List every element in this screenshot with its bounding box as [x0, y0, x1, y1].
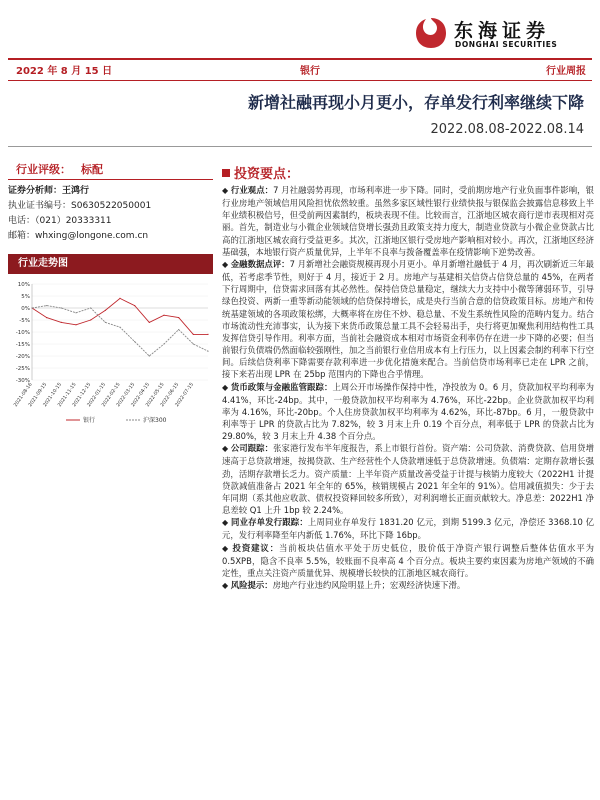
key-point-text: 7 月社融弱势再现，市场利率进一步下降。同时，受前期房地产行业负面事件影响，银行业房地产领域信用风险担忧依然较重。虽然多家区域性银行业绩快报与银保监会披露信息移致上半年业绩积极信号，但受前两因素制约，板块表现不佳。比较而言，江浙地区城农商行逆市表现相对亮丽。首先，制造业与小微企业领域信贷增长强劲且政策支持力度大，制造业贷款与小微企业贷款占比高的江浙地区城农商行受益更多。其次，江浙地区银行受房地产影响相对较小。再次，江浙地区经济基础强，本地银行资产质量优异，上半年不良率与拨备覆盖率在疫情影响下逆势改善。	[222, 185, 594, 257]
rating-label: 行业评级：	[16, 163, 71, 176]
key-point-text: 当前板块估值水平处于历史低位，股价低于净资产银行调整后整体估值水平为 0.5XPB，隐含不良率 5.5%，较账面不良率高 4 个百分点。板块主要约束因素为房地产领域的不确定性，重点关注资产质量优异、规模增长较快的江浙地区城农商行。	[222, 542, 595, 578]
data-point	[119, 327, 120, 328]
logo-english-text: DONGHAI SECURITIES	[455, 40, 558, 49]
x-tick-label: 2021-09-15	[28, 382, 49, 408]
y-tick-label: 0%	[21, 306, 30, 312]
industry-rating	[8, 160, 213, 180]
report-period: 2022.08.08-2022.08.14	[430, 122, 584, 137]
bullet-square-icon	[222, 169, 230, 177]
report-header	[8, 62, 592, 78]
key-point-text: 张家港行发布半年度报告，系上市银行首份。资产端：公司贷款、消费贷款、信用贷增速高于总贷款增速，按揭贷款、生产经营性个人贷款增速低于总贷款增速。负债端：定期存款增长强劲，活期存款增长乏力。资产质量：上半年资产质量改善受益于计提与核销力度较大（2022H1 计提贷款减值准备占 2021 年全年的 65%，核销规模占 2021 年全年的 91%）。信用减值损失：少于去年同期（系其他应收款、债权投资释回较多所致），对利润增长正面贡献较大。净息差：2022H1 净息差较 Q1 上升 1bp 较 2.24%。	[222, 443, 595, 516]
license-number: S0630522050001	[71, 201, 152, 211]
data-point	[75, 312, 76, 313]
report-date: 2022 年 8 月 15 日	[16, 66, 113, 77]
key-point-paragraph	[222, 184, 594, 258]
key-point-lead: 行业观点：	[230, 185, 274, 195]
report-industry: 银行	[300, 66, 320, 77]
data-point	[46, 305, 47, 306]
diamond-bullet-icon: ◆	[222, 259, 231, 269]
x-tick-label: 2022-05-15	[145, 382, 166, 408]
key-point-paragraph	[222, 258, 594, 381]
data-point	[31, 307, 32, 308]
key-point-lead: 投资建议：	[232, 542, 279, 553]
company-logo	[414, 14, 564, 54]
data-point	[134, 341, 135, 342]
diamond-bullet-icon: ◆	[222, 543, 233, 553]
license-label: 执业证书编号：	[8, 201, 72, 211]
data-point	[193, 334, 194, 335]
title-separator	[8, 146, 592, 147]
data-point	[207, 351, 208, 352]
header-bottom-rule	[8, 80, 592, 81]
legend-label: 银行	[83, 417, 96, 424]
data-point	[178, 317, 179, 318]
key-point-lead: 同业存单发行跟踪：	[231, 517, 308, 528]
phone-label: 电话：	[8, 216, 36, 226]
email-label: 邮箱：	[8, 231, 36, 241]
data-point	[90, 307, 91, 308]
key-point-text: 7 月新增社会融资规模再现小月更小。单月新增社融低于 4 月，再次刷新近三年最低，若考虑季节性，则好于 4 月，接近于 2 月。房地产与基建相关信贷占信贷总量的 45%，在两者下行周期中，信贷需求回落有其必然性。保持信贷总量稳定，继续大力支持中小微等薄弱环节，引导绿色投资、两新一重等新动能领域的信贷保持增长，成是央行当前合意的信贷政策目标。房地产和传统基建领域的各项政策松绑，大概率将在房住不炒、稳总量、不发生系统性风险的范畴内复力。结合市场流动性充沛事实，认为接下来货币政策总量工具不会轻易出手，央行将更加聚焦利用结构性工具发挥信贷引导作用。利率方面，当前社会融资成本相对市场资金利率仍存在进一步下降的必要；但当前银行负债端仍然面临较强刚性，加之当前银行业信用成本有上行压力，以上因素会制约利率下行空间。后续信贷利率下降需要存款利率进一步优化措施来配合。当前信贷市场利率已走在 LPR 之前，接下来若出现 LPR 在 25bp 范围内的下降也合乎情理。	[222, 258, 594, 380]
key-point-paragraph	[222, 381, 594, 443]
x-tick-label: 2022-02-15	[101, 382, 122, 408]
key-point-text: 上周同业存单发行 1831.20 亿元，到期 5199.3 亿元，净偿还 3368.10 亿元，发行利率降至年内新低 1.76%，环比下降 16bp。	[222, 517, 594, 541]
data-point	[149, 322, 150, 323]
diamond-bullet-icon: ◆	[222, 382, 231, 392]
phone-number: （021）20333311	[35, 216, 112, 226]
data-point	[61, 322, 62, 323]
analyst-name: 王鸿行	[62, 186, 90, 196]
data-point	[105, 322, 106, 323]
key-point-paragraph	[222, 579, 594, 592]
key-points-title: 投资要点：	[222, 163, 594, 182]
series-line	[32, 306, 208, 356]
y-tick-label: -30%	[15, 378, 30, 384]
data-point	[178, 329, 179, 330]
analyst-info	[8, 184, 213, 244]
diamond-bullet-icon: ◆	[222, 186, 231, 195]
x-tick-label: 2021-10-15	[42, 382, 63, 408]
y-tick-label: -10%	[15, 330, 30, 336]
industry-trend-chart	[8, 278, 213, 428]
key-point-lead: 风险提示：	[230, 580, 273, 590]
data-point	[105, 310, 106, 311]
key-point-paragraph	[222, 442, 594, 516]
key-point-text: 上周公开市场操作保持中性，净投放为 0。6 月，贷款加权平均利率为 4.41%，环比-24bp。其中，一般贷款加权平均利率为 4.76%，环比-22bp。企业贷款加权平均利率为 4.16%，环比-20bp。个人住房贷款加权平均利率为 4.62%，环比-87bp。6 月，一般贷款中利率等于 LPR 的贷款占比为 7.82%，较 3 月末上升 0.19 个百分点，利率低于 LPR 的贷款占比为 29.80%，较 3 月末上升 4.38 个百分点。	[222, 381, 595, 442]
data-point	[90, 319, 91, 320]
key-points-list	[222, 184, 594, 592]
y-tick-label: 5%	[21, 294, 30, 300]
x-tick-label: 2022-01-15	[86, 382, 107, 408]
diamond-bullet-icon: ◆	[222, 444, 231, 454]
data-point	[163, 343, 164, 344]
key-point-text: 房地产行业违约风险明显上升；宏观经济快速下滑。	[272, 580, 466, 590]
data-point	[207, 334, 208, 335]
data-point	[75, 324, 76, 325]
report-type: 行业周报	[546, 66, 586, 77]
left-sidebar	[8, 160, 213, 432]
report-title: 新增社融再现小月更小，存单发行利率继续下降	[247, 93, 584, 112]
header-top-rule	[8, 58, 592, 60]
data-point	[119, 298, 120, 299]
data-point	[46, 317, 47, 318]
x-tick-label: 2022-07-15	[174, 382, 195, 408]
key-point-lead: 货币政策与金融监管跟踪：	[230, 381, 333, 392]
data-point	[193, 343, 194, 344]
diamond-bullet-icon: ◆	[222, 518, 232, 528]
rating-value: 标配	[81, 163, 103, 176]
email-address: whxing@longone.com.cn	[35, 231, 149, 241]
x-tick-label: 2021-08-16	[13, 382, 34, 408]
key-point-lead: 公司跟踪：	[230, 443, 274, 454]
trend-chart-header: 行业走势图	[8, 254, 213, 274]
key-points-section	[222, 163, 594, 592]
x-tick-label: 2021-12-15	[72, 382, 93, 408]
key-point-paragraph	[222, 516, 594, 541]
data-point	[163, 315, 164, 316]
diamond-bullet-icon: ◆	[222, 581, 231, 590]
analyst-name-label: 证券分析师：	[8, 186, 63, 196]
x-tick-label: 2022-04-15	[130, 382, 151, 408]
y-tick-label: -15%	[15, 342, 30, 348]
key-point-lead: 金融数据点评：	[230, 258, 290, 269]
x-tick-label: 2021-11-15	[57, 382, 78, 408]
donghai-logo-icon	[414, 16, 448, 50]
logo-chinese-text: 东海证券	[454, 20, 551, 42]
x-tick-label: 2022-03-15	[116, 382, 137, 408]
legend-label: 沪深300	[143, 417, 167, 424]
data-point	[61, 307, 62, 308]
y-tick-label: -20%	[15, 354, 30, 360]
data-point	[134, 305, 135, 306]
x-tick-label: 2022-06-15	[160, 382, 181, 408]
data-point	[149, 355, 150, 356]
y-tick-label: -5%	[19, 318, 30, 324]
key-point-paragraph	[222, 542, 594, 579]
y-tick-label: 10%	[17, 282, 30, 288]
y-tick-label: -25%	[15, 366, 30, 372]
series-line	[32, 298, 208, 334]
